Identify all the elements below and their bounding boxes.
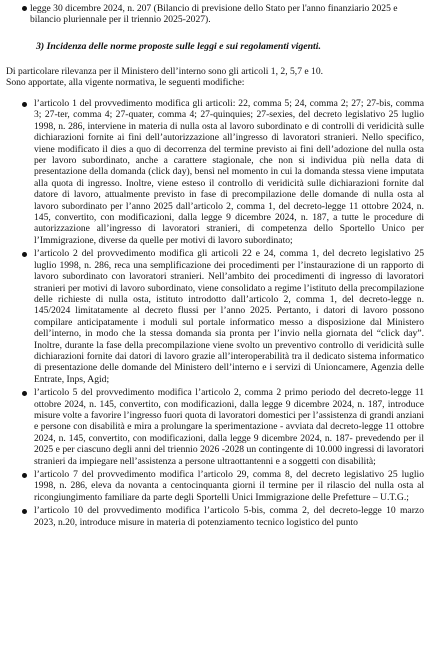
section-heading: 3) Incidenza delle norme proposte sulle leggi e sui regolamenti vigenti. (36, 41, 321, 52)
modifications-list (22, 98, 424, 530)
bullet-icon (22, 6, 27, 11)
list-item-text: legge 30 dicembre 2024, n. 207 (Bilancio di previsione dello Stato per l'anno finanziario 2025 e bilancio pluriennale per il triennio 2025-2027). (30, 3, 398, 26)
list-item-text: l’articolo 7 del provvedimento modifica l’articolo 29, comma 8, del decreto legislativo 25 luglio 1998, n. 286, eleva da novanta a centocinquanta giorni il termine per il rilascio del nulla osta al ricongiungimento familiare da parte degli Sportelli Unici Immigrazione delle Prefetture – U.T.G.; (34, 469, 424, 503)
list-item (22, 387, 424, 467)
list-item-text: l’articolo 5 del provvedimento modifica l’articolo 2, comma 2 primo periodo del decreto-legge 11 ottobre 2024, n. 145, convertito, con modificazioni, dalla legge 9 dicembre 2024, n. 187, introduce misure volte a favorire l’ingresso fuori quota di lavoratori domestici per l’assistenza di grandi anziani e persone con disabilità e mira a prolungare la sperimentazione - avviata dal decreto-legge 11 ottobre 2024, n. 145, convertito, con modificazioni, dalla legge 9 dicembre 2024, n. 187- prevedendo per il 2025 e per ciascuno degli anni del triennio 2026 -2028 un contingente di 10.000 ingressi di lavoratori stranieri da impiegare nell’assistenza a persone ultraottantenni e a soggetti con disabilità; (34, 387, 424, 467)
list-item-text: l’articolo 1 del provvedimento modifica gli articoli: 22, comma 5; 24, comma 2; 27; 27-bis, comma 3; 27-ter, comma 4; 27-quater, comma 4; 27-quinquies; 27-sexies, del decreto legislativo 25 luglio 1998, n. 286, interviene in materia di nulla osta al lavoro subordinato e di controlli di veridicità sulle dichiarazioni fornite ai fini dell’autorizzazione all’ingresso di lavoratori stranieri. Nello specifico, viene modificato il dies a quo di decorrenza del termine previsto ai fini dell’adozione del nulla osta per lavoro subordinato, anche a carattere stagionale, che non si individua più nella data di presentazione della domanda (click day), bensì nel momento in cui la domanda stessa viene imputata alla quota di ingresso. Inoltre, viene esteso il controllo di veridicità sulle dichiarazioni fornite dal datore di lavoro, attualmente previsto in fase di precompilazione delle domande di nulla osta al lavoro subordinato per l’anno 2025 dall’articolo 2, comma 1, del decreto-legge 11 ottobre 2024, n. 145, convertito, con modificazioni, dalla legge 9 dicembre 2024, n. 187, a tutte le procedure di autorizzazione all’ingresso di lavoratori stranieri, di competenza dello Sportello Unico per l’Immigrazione, diverse da quelle per motivi di lavoro subordinato; (34, 98, 424, 246)
list-item (22, 505, 424, 528)
list-item-text: l’articolo 10 del provvedimento modifica l’articolo 5-bis, comma 2, del decreto-legge 10 marzo 2023, n.20, introduce misure in materia di potenziamento tecnico logistico del punto (34, 505, 424, 528)
list-item (22, 469, 424, 503)
list-item (30, 3, 428, 26)
bullet-icon (22, 252, 27, 257)
intro-line: Sono apportate, alla vigente normativa, le seguenti modifiche: (6, 77, 245, 89)
intro-paragraph (6, 66, 430, 89)
bullet-icon (22, 473, 27, 478)
intro-line: Di particolare rilevanza per il Ministero dell’interno sono gli articoli 1, 2, 5,7 e 10. (6, 66, 324, 77)
list-item (22, 98, 424, 246)
list-item-text: l’articolo 2 del provvedimento modifica gli articoli 22 e 24, comma 1, del decreto legislativo 25 luglio 1998, n. 286, reca una semplificazione dei procedimenti per l’instaurazione di un rapporto di lavoro subordinato con lavoratori stranieri. Nell’ambito dei procedimenti di ingresso di lavoratori stranieri per motivi di lavoro subordinato, viene consolidato a regime l’istituto della precompilazione delle richieste di nulla osta, istituto introdotto dall’articolo 2, comma 1, del decreto-legge n. 145/2024 limitatamente al decreto flussi per l’anno 2025. Pertanto, i datori di lavoro possono compilare anticipatamente i moduli sul portale informatico messo a disposizione dal Ministero dell’interno, in modo che la stessa domanda sia pronta per l’invio nella giornata del “click day”. Inoltre, durante la fase della precompilazione viene svolto un preventivo controllo di veridicità sulle dichiarazioni fornite dai datori di lavoro grazie all’interoperabilità tra il dedicato sistema informatico di presentazione delle domande del Ministero dell’interno e i servizi di Unioncamere, Agenzia delle Entrate, Inps, Agid; (34, 248, 424, 385)
bullet-icon (22, 102, 27, 107)
list-item (22, 248, 424, 385)
bullet-icon (22, 391, 27, 396)
bullet-icon (22, 509, 27, 514)
